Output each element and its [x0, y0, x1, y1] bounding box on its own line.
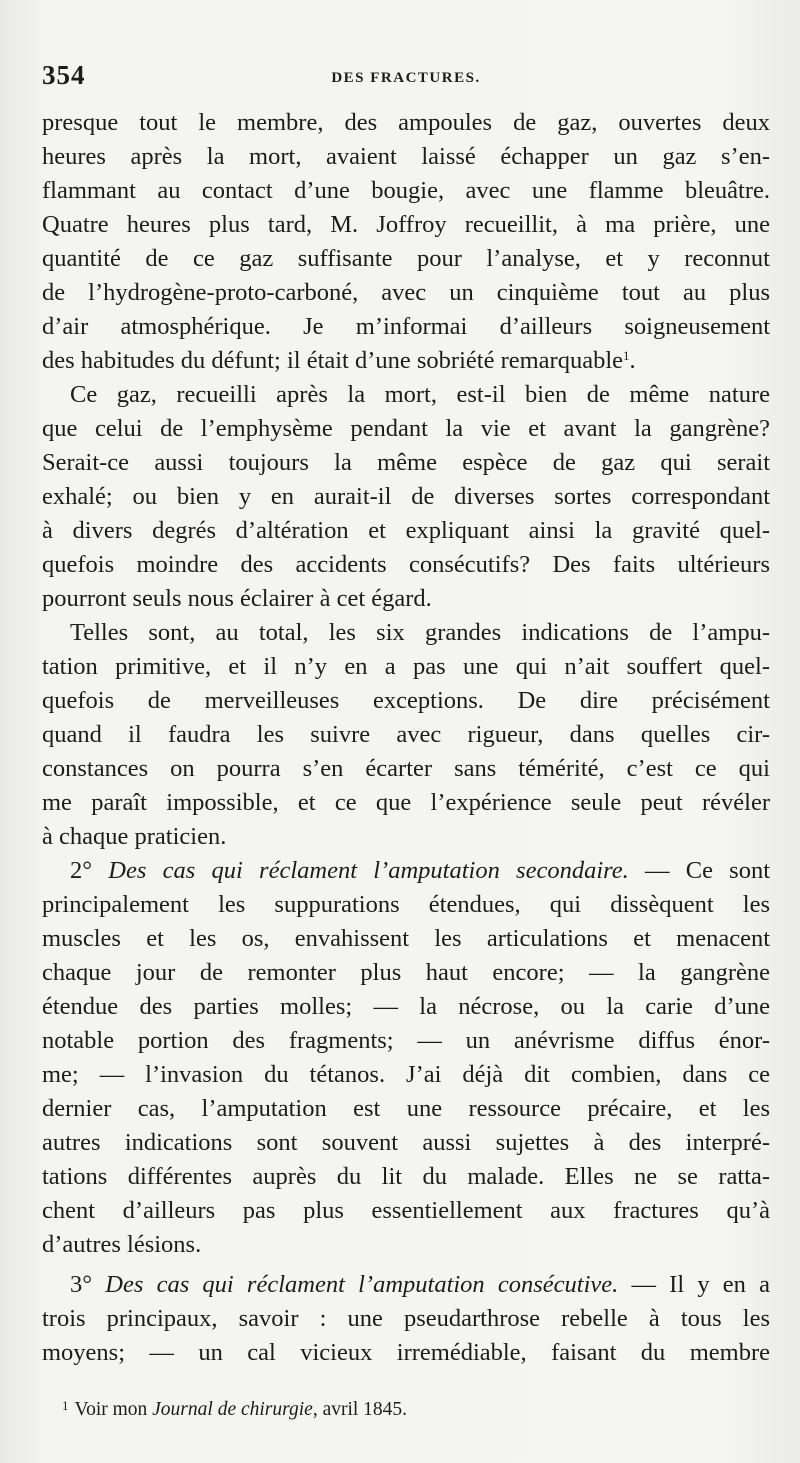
footnote-suffix: , avril 1845.: [312, 1399, 408, 1420]
text-fragment: — Ce sont: [645, 857, 770, 884]
text-line: étendue des parties molles; — la nécrose, ou la carie d’une: [42, 993, 770, 1020]
section-heading-consecutive: [42, 1268, 770, 1302]
text-line: trois principaux, savoir : une pseudarthrose rebelle à tous les: [42, 1305, 770, 1332]
text-line: que celui de l’emphysème pendant la vie et avant la gangrène?: [42, 415, 770, 442]
text-line: me paraît impossible, et ce que l’expérience seule peut révéler: [42, 789, 770, 816]
page-header: [42, 60, 770, 100]
text-line: quefois moindre des accidents consécutifs? Des faits ultérieurs: [42, 551, 770, 578]
section-heading-secondary: [42, 854, 770, 888]
page-number: 354: [42, 60, 86, 90]
text-line: des habitudes du défunt; il était d’une sobriété remarquable$^1$.: [42, 347, 636, 374]
text-line: chaque jour de remonter plus haut encore; — la gangrène: [42, 959, 770, 986]
text-line: quantité de ce gaz suffisante pour l’analyse, et y reconnut: [42, 245, 770, 272]
text-line: d’air atmosphérique. Je m’informai d’ailleurs soigneusement: [42, 313, 770, 340]
section-title: Des cas qui réclament l’amputation secondaire.: [108, 857, 629, 884]
text-line: pourront seuls nous éclairer à cet égard.: [42, 585, 432, 612]
text-fragment: des habitudes du défunt; il était d’une sobriété remarquable: [42, 347, 624, 374]
text-line: heures après la mort, avaient laissé échapper un gaz s’en-: [42, 143, 770, 170]
footnote: [62, 1398, 762, 1421]
text-fragment: — Il y en a: [631, 1271, 770, 1298]
section-number: 2°: [70, 857, 93, 884]
text-line: notable portion des fragments; — un anévrisme diffus énor-: [42, 1027, 770, 1054]
text-line: quefois de merveilleuses exceptions. De dire précisément: [42, 687, 770, 714]
text-line: constances on pourra s’en écarter sans témérité, c’est ce qui: [42, 755, 770, 782]
text-line: à divers degrés d’altération et expliquant ainsi la gravité quel-: [42, 517, 770, 544]
text-line: muscles et les os, envahissent les articulations et menacent: [42, 925, 770, 952]
text-line: Quatre heures plus tard, M. Joffroy recueillit, à ma prière, une: [42, 211, 770, 238]
text-line: d’autres lésions.: [42, 1231, 202, 1258]
text-line: Telles sont, au total, les six grandes indications de l’ampu-: [70, 619, 770, 646]
text-line: à chaque praticien.: [42, 823, 227, 850]
text-line: dernier cas, l’amputation est une ressource précaire, et les: [42, 1095, 770, 1122]
text-line: chent d’ailleurs pas plus essentiellement aux fractures qu’à: [42, 1197, 770, 1224]
footnote-journal-title: Journal de chirurgie: [152, 1399, 313, 1420]
text-line: me; — l’invasion du tétanos. J’ai déjà dit combien, dans ce: [42, 1061, 770, 1088]
section-number: 3°: [70, 1271, 93, 1298]
footnote-reference: 1: [623, 348, 630, 363]
text-line: Ce gaz, recueilli après la mort, est-il bien de même nature: [70, 381, 770, 408]
text-line: autres indications sont souvent aussi sujettes à des interpré-: [42, 1129, 770, 1156]
text-line: tation primitive, et il n’y en a pas une qui n’ait souffert quel-: [42, 653, 770, 680]
text-line: moyens; — un cal vicieux irremédiable, faisant du membre: [42, 1339, 770, 1366]
text-line: flammant au contact d’une bougie, avec une flamme bleuâtre.: [42, 177, 770, 204]
text-line: tations différentes auprès du lit du malade. Elles ne se ratta-: [42, 1163, 770, 1190]
body-text: [42, 106, 770, 1370]
text-line: quand il faudra les suivre avec rigueur, dans quelles cir-: [42, 721, 770, 748]
footnote-mark: 1: [62, 1398, 69, 1413]
text-line: exhalé; ou bien y en aurait-il de diverses sortes correspondant: [42, 483, 770, 510]
text-line: Serait-ce aussi toujours la même espèce de gaz qui serait: [42, 449, 770, 476]
text-line: principalement les suppurations étendues, qui dissèquent les: [42, 891, 770, 918]
text-line: presque tout le membre, des ampoules de gaz, ouvertes deux: [42, 109, 770, 136]
section-title: Des cas qui réclament l’amputation consécutive.: [105, 1271, 619, 1298]
running-head: DES FRACTURES.: [331, 70, 481, 86]
footnote-prefix: Voir mon: [74, 1399, 148, 1420]
text-line: de l’hydrogène-proto-carboné, avec un cinquième tout au plus: [42, 279, 770, 306]
